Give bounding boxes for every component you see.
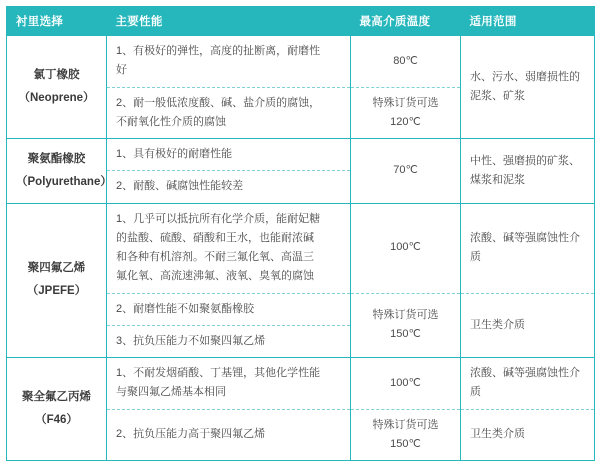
- column-header-performance: 主要性能: [107, 6, 351, 36]
- temperature-cell: 特殊订货可选 150℃: [351, 409, 461, 461]
- temperature-cell: 特殊订货可选 120℃: [351, 87, 461, 139]
- application-cell: 中性、强磨损的矿浆、 煤浆和泥浆: [461, 139, 595, 204]
- table-body: [7, 36, 595, 461]
- performance-cell: 2、抗负压能力高于聚四氟乙烯: [107, 409, 351, 461]
- material-cell-polyurethane: 聚氨酯橡胶 （Polyurethane）: [7, 139, 107, 204]
- material-cell-neoprene: 氯丁橡胶 （Neoprene）: [7, 36, 107, 139]
- column-header-application: 适用范围: [461, 6, 595, 36]
- application-cell: 卫生类介质: [461, 409, 595, 461]
- application-cell: 水、污水、弱磨损性的 泥浆、矿浆: [461, 36, 595, 139]
- table-row: [7, 358, 595, 410]
- performance-cell: 2、耐酸、碱腐蚀性能较差: [107, 171, 351, 203]
- temperature-cell: 100℃: [351, 358, 461, 410]
- material-cell-f46: 聚全氟乙丙烯 （F46）: [7, 358, 107, 461]
- performance-cell: 3、抗负压能力不如聚四氟乙烯: [107, 325, 351, 357]
- temperature-cell: 特殊订货可选 150℃: [351, 293, 461, 358]
- application-cell: 卫生类介质: [461, 293, 595, 358]
- temperature-cell: 80℃: [351, 36, 461, 87]
- performance-cell: 2、耐磨性能不如聚氨酯橡胶: [107, 293, 351, 325]
- performance-cell: 1、几乎可以抵抗所有化学介质，能耐妃糖 的盐酸、硫酸、硝酸和王水，也能耐浓碱 和各种有机溶剂。不耐三氟化氧、高温三 氟化氧、高流速沸氟、液氧、臭氧的腐蚀: [107, 203, 351, 293]
- application-cell: 浓酸、碱等强腐蚀性介 质: [461, 358, 595, 410]
- lining-selection-table: [6, 6, 595, 461]
- performance-cell: 2、耐一般低浓度酸、碱、盐介质的腐蚀， 不耐氧化性介质的腐蚀: [107, 87, 351, 139]
- application-cell: 浓酸、碱等强腐蚀性介 质: [461, 203, 595, 293]
- temperature-cell: 100℃: [351, 203, 461, 293]
- temperature-cell: 70℃: [351, 139, 461, 204]
- performance-cell: 1、具有极好的耐磨性能: [107, 139, 351, 171]
- column-header-max-temp: 最高介质温度: [351, 6, 461, 36]
- performance-cell: 1、不耐发烟硝酸、丁基锂，其他化学性能 与聚四氟乙烯基本相同: [107, 358, 351, 410]
- table-row: [7, 139, 595, 171]
- performance-cell: 1、有极好的弹性，高度的扯断离，耐磨性 好: [107, 36, 351, 87]
- table-header: [7, 6, 595, 36]
- table-row: [7, 36, 595, 87]
- table-header-row: [7, 6, 595, 36]
- table-row: [7, 203, 595, 293]
- material-cell-jpefe: 聚四氟乙烯 （JPEFE）: [7, 203, 107, 358]
- column-header-lining: 衬里选择: [7, 6, 107, 36]
